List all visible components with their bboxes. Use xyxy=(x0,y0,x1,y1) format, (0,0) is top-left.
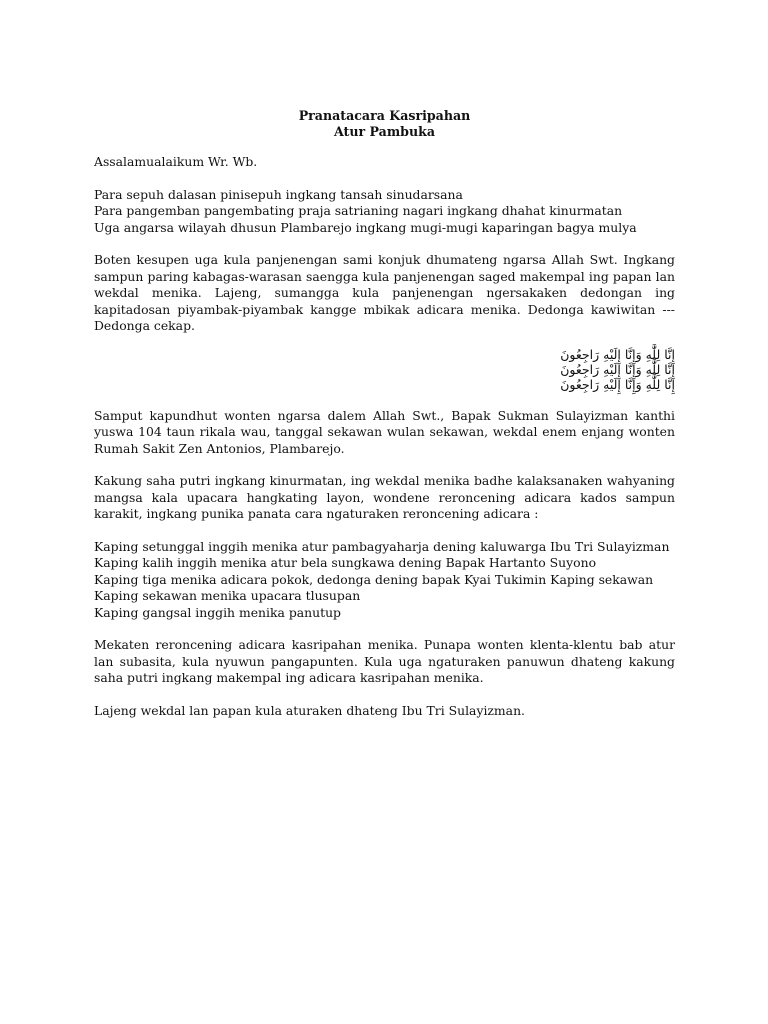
address-line: Para sepuh dalasan pinisepuh ingkang tansah sinudarsana xyxy=(94,186,463,202)
arabic-verse-block xyxy=(94,347,675,392)
addresses-block xyxy=(94,187,675,237)
document-page xyxy=(94,108,675,735)
title-block xyxy=(94,108,675,140)
agenda-item: Kaping tiga menika adicara pokok, dedonga dening bapak Kyai Tukimin Kaping sekawan xyxy=(94,571,654,587)
greeting: Assalamualaikum Wr. Wb. xyxy=(94,154,258,169)
document-subtitle: Atur Pambuka xyxy=(333,124,435,139)
arabic-verse-line: إِنَّا لِلَّٰهِ وَإِنَّا إِلَيْهِ رَاجِعُونَ xyxy=(560,376,675,392)
agenda-list xyxy=(94,539,675,622)
agenda-item: Kaping gangsal inggih menika panutup xyxy=(94,604,341,620)
paragraph-agenda-intro: Kakung saha putri ingkang kinurmatan, ing wekdal menika badhe kalaksanaken wahyaning mangsa kala upacara hangkating layon, wondene reroncening adicara kados sampun karakit, ingkang punika panata cara ngaturaken reroncening adicara : xyxy=(94,473,675,521)
arabic-verse-line: إِنَّا لِلَّٰهِ وَإِنَّا إِلَيْهِ رَاجِعُونَ xyxy=(560,346,675,362)
agenda-item: Kaping setunggal inggih menika atur pambagyaharja dening kaluwarga Ibu Tri Sulayizman xyxy=(94,538,670,554)
closing-line: Lajeng wekdal lan papan kula aturaken dhateng Ibu Tri Sulayizman. xyxy=(94,702,525,718)
paragraph-announcement: Samput kapundhut wonten ngarsa dalem Allah Swt., Bapak Sukman Sulayizman kanthi yuswa 104 taun rikala wau, tanggal sekawan wulan sekawan, wekdal enem enjang wonten Rumah Sakit Zen Antonios, Plambarejo. xyxy=(94,407,675,456)
arabic-verse-line: إِنَّا لِلَّٰهِ وَإِنَّا إِلَيْهِ رَاجِعُونَ xyxy=(560,361,675,377)
agenda-item: Kaping kalih inggih menika atur bela sungkawa dening Bapak Hartanto Suyono xyxy=(94,555,597,570)
address-line: Para pangemban pangembating praja satrianing nagari ingkang dhahat kinurmatan xyxy=(94,203,623,218)
address-line: Uga angarsa wilayah dhusun Plambarejo ingkang mugi-mugi kaparingan bagya mulya xyxy=(94,219,637,235)
agenda-item: Kaping sekawan menika upacara tlusupan xyxy=(94,588,361,603)
document-title: Pranatacara Kasripahan xyxy=(298,108,471,123)
paragraph-apology: Mekaten reroncening adicara kasripahan menika. Punapa wonten klenta-klentu bab atur lan subasita, kula nyuwun pangapunten. Kula uga ngaturaken panuwun dhateng kakung saha putri ingkang makempal ing adicara kasripahan menika. xyxy=(94,637,675,685)
paragraph-opening-prayer: Boten kesupen uga kula panjenengan sami konjuk dhumateng ngarsa Allah Swt. Ingkang sampun paring kabagas-warasan saengga kula panjenengan saged makempal ing papan lan wekdal menika. Lajeng, sumangga kula panjenengan ngersakaken dedongan ing kapitadosan piyambak-piyambak kangge mbikak adicara menika. Dedonga kawiwitan --- Dedonga cekap. xyxy=(94,252,675,333)
